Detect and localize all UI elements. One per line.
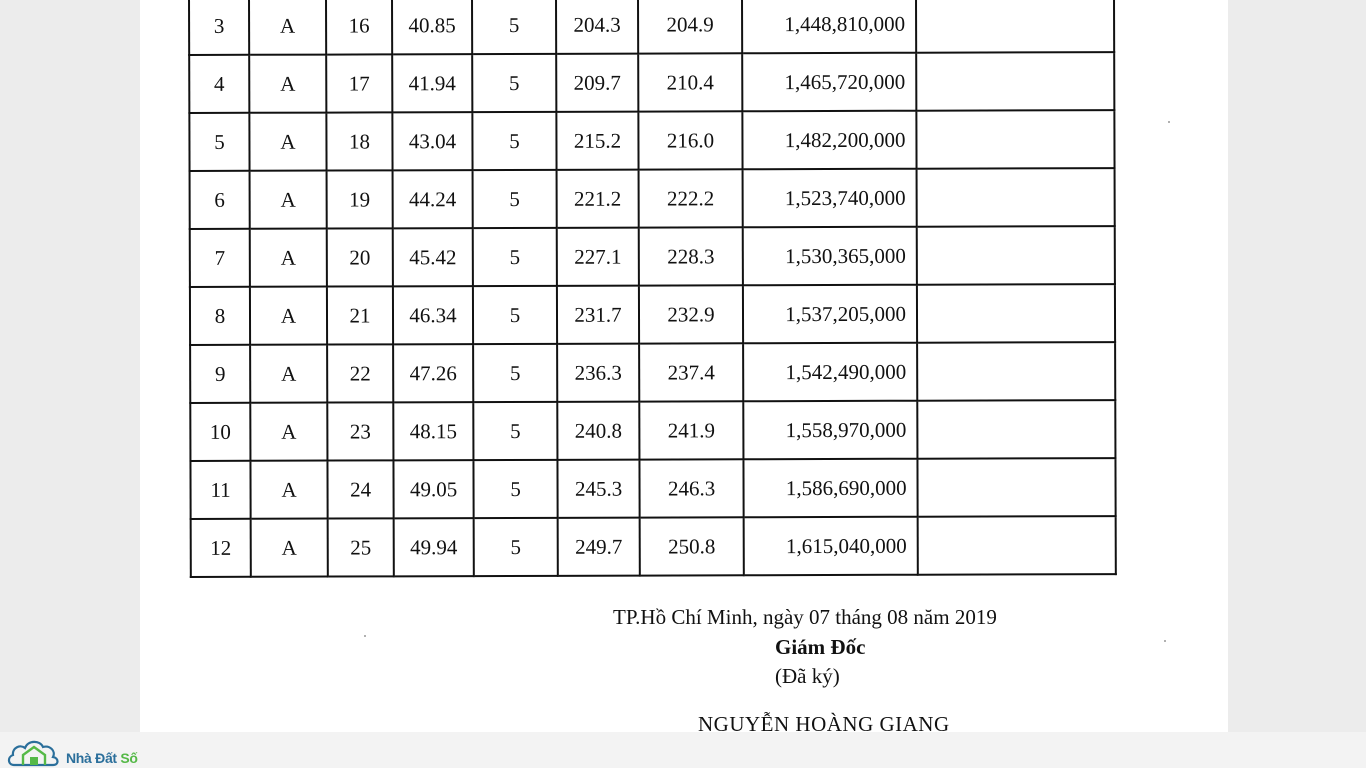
table-cell: 228.3 <box>639 227 743 285</box>
table-cell: A <box>250 461 327 519</box>
table-cell: 49.94 <box>394 518 474 576</box>
table-cell: 216.0 <box>638 111 742 169</box>
table-cell: 1,586,690,000 <box>743 459 917 518</box>
table-cell: 3 <box>189 0 249 55</box>
table-cell <box>917 284 1115 343</box>
table-cell: 237.4 <box>639 343 743 401</box>
table-row <box>191 516 1116 577</box>
table-cell: 250.8 <box>640 517 744 575</box>
table-cell: 1,558,970,000 <box>743 401 917 460</box>
table-cell: 5 <box>472 54 556 112</box>
table-cell <box>917 400 1115 459</box>
table-cell: 1,465,720,000 <box>742 53 916 112</box>
table-row <box>190 342 1115 403</box>
table-cell: 241.9 <box>639 401 743 459</box>
table-cell: A <box>250 403 327 461</box>
table-cell: 1,542,490,000 <box>743 343 917 402</box>
table-cell: 8 <box>190 287 250 345</box>
brand-part1: Nhà Đất <box>66 750 117 766</box>
signed-note: (Đã ký) <box>775 664 840 688</box>
watermark-text <box>66 750 138 766</box>
table-cell: 231.7 <box>557 286 639 344</box>
table-cell: 25 <box>328 518 394 576</box>
table-cell: 21 <box>327 286 393 344</box>
table-cell: 41.94 <box>392 54 472 112</box>
table-cell: A <box>250 345 327 403</box>
table-cell: A <box>249 55 326 113</box>
table-body <box>189 0 1116 577</box>
table-cell: 5 <box>472 0 556 54</box>
speck <box>364 635 366 637</box>
table-cell: 16 <box>326 0 392 55</box>
table-cell: 204.3 <box>556 0 638 54</box>
table-row <box>189 52 1114 113</box>
price-table <box>188 0 1117 578</box>
table-cell: 1,537,205,000 <box>743 285 917 344</box>
table-cell: A <box>251 519 328 577</box>
speck <box>1168 121 1170 123</box>
table-cell <box>916 110 1114 169</box>
table-cell: 48.15 <box>393 402 473 460</box>
table-cell: 49.05 <box>393 460 473 518</box>
table-cell: 47.26 <box>393 344 473 402</box>
table-cell: 240.8 <box>557 402 639 460</box>
table-cell: A <box>250 229 327 287</box>
footer-bar <box>0 732 1366 768</box>
table-cell <box>916 52 1114 111</box>
house-cloud-logo-icon <box>6 732 64 768</box>
table-cell: 19 <box>327 170 393 228</box>
table-cell: 5 <box>474 518 558 576</box>
table-cell: 10 <box>190 403 250 461</box>
table-cell: 232.9 <box>639 285 743 343</box>
date-line: TP.Hồ Chí Minh, ngày 07 tháng 08 năm 2019 <box>613 605 997 629</box>
table-cell: 11 <box>190 461 250 519</box>
table-cell <box>917 458 1115 517</box>
table-cell: 204.9 <box>638 0 742 54</box>
table-row <box>190 458 1115 519</box>
table-cell: A <box>249 113 326 171</box>
table-row <box>190 168 1115 229</box>
table-cell: 1,448,810,000 <box>742 0 916 53</box>
table-cell <box>917 168 1115 227</box>
table-row <box>190 400 1115 461</box>
table-cell: 4 <box>189 55 249 113</box>
table-cell: 20 <box>327 228 393 286</box>
table-cell: 12 <box>191 519 251 577</box>
table-cell: 44.24 <box>393 170 473 228</box>
table-cell: 9 <box>190 345 250 403</box>
table-cell: 227.1 <box>557 228 639 286</box>
table-cell: 1,530,365,000 <box>743 227 917 286</box>
signer-title: Giám Đốc <box>775 635 866 659</box>
table-cell: 5 <box>473 344 557 402</box>
table-cell: 6 <box>190 171 250 229</box>
table-cell: 5 <box>189 113 249 171</box>
table-row <box>190 284 1115 345</box>
table-cell: 215.2 <box>556 112 638 170</box>
table-cell: 40.85 <box>392 0 472 54</box>
table-cell: 1,482,200,000 <box>742 111 916 170</box>
table-cell: A <box>250 287 327 345</box>
signer-name: NGUYỄN HOÀNG GIANG <box>698 712 950 732</box>
table-cell: 5 <box>473 286 557 344</box>
table-cell <box>918 516 1116 575</box>
table-cell: 1,523,740,000 <box>743 169 917 228</box>
table-cell: 5 <box>473 402 557 460</box>
table-row <box>189 110 1114 171</box>
table-cell: 209.7 <box>556 54 638 112</box>
table-cell: 210.4 <box>638 53 742 111</box>
table-cell <box>917 342 1115 401</box>
table-cell <box>916 0 1114 53</box>
table-cell: 17 <box>326 54 392 112</box>
table-cell: 24 <box>327 460 393 518</box>
table-cell: A <box>250 171 327 229</box>
table-cell: 43.04 <box>392 112 472 170</box>
table-cell: 1,615,040,000 <box>744 517 918 576</box>
table-cell <box>917 226 1115 285</box>
document-page <box>140 0 1228 732</box>
table-row <box>190 226 1115 287</box>
watermark-logo <box>6 732 138 768</box>
table-cell: 23 <box>327 402 393 460</box>
table-cell: 5 <box>473 228 557 286</box>
table-cell: 18 <box>326 112 392 170</box>
table-row <box>189 0 1114 55</box>
table-cell: 22 <box>327 344 393 402</box>
brand-part2: Số <box>120 750 138 766</box>
table-cell: 45.42 <box>393 228 473 286</box>
table-cell: 46.34 <box>393 286 473 344</box>
table-cell: 5 <box>472 112 556 170</box>
table-cell: 7 <box>190 229 250 287</box>
table-cell: 222.2 <box>639 169 743 227</box>
table-cell: 245.3 <box>557 460 639 518</box>
table-cell: 5 <box>473 170 557 228</box>
table-cell: 5 <box>473 460 557 518</box>
table-cell: 236.3 <box>557 344 639 402</box>
speck <box>1164 640 1166 642</box>
table-cell: 249.7 <box>558 518 640 576</box>
table-cell: 246.3 <box>639 459 743 517</box>
table-cell: A <box>249 0 326 55</box>
table-cell: 221.2 <box>557 170 639 228</box>
